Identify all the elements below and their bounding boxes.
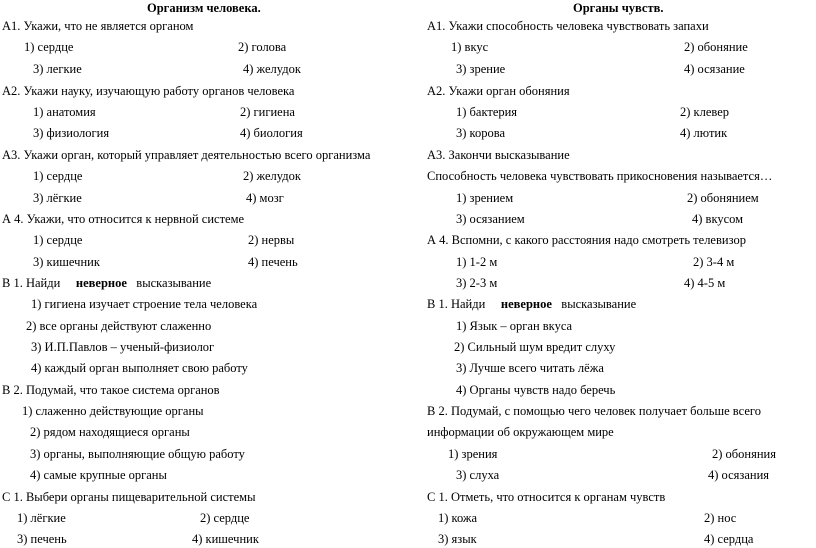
right-a3-question: А3. Закончи высказывание [427, 148, 570, 162]
right-title: Органы чувств. [573, 1, 664, 15]
right-a3-option-1: 1) зрением [456, 191, 514, 205]
left-a1-option-3: 3) легкие [33, 62, 82, 76]
left-b2-option-4: 4) самые крупные органы [30, 468, 167, 482]
right-a1-question: А1. Укажи способность человека чувствовать запахи [427, 19, 709, 33]
left-b1-question [2, 276, 211, 291]
left-a3-option-3: 3) лёгкие [33, 191, 82, 205]
left-b2-option-1: 1) слаженно действующие органы [22, 404, 204, 418]
left-b2-option-2: 2) рядом находящиеся органы [30, 425, 190, 439]
right-a4-question: А 4. Вспомни, с какого расстояния надо смотреть телевизор [427, 233, 746, 247]
left-a2-option-3: 3) физиология [33, 126, 110, 140]
right-a1-option-1: 1) вкус [451, 40, 489, 54]
right-b2-option-3: 3) слуха [456, 468, 500, 482]
right-a3-question-continued: Способность человека чувствовать прикосновения называется… [427, 169, 773, 183]
right-a4-option-3: 3) 2-3 м [456, 276, 498, 290]
right-b1-option-2: 2) Сильный шум вредит слуху [454, 340, 616, 354]
left-a3-question: А3. Укажи орган, который управляет деятельностью всего организма [2, 148, 371, 162]
right-c1-option-1: 1) кожа [438, 511, 478, 525]
left-c1-option-1: 1) лёгкие [17, 511, 66, 525]
right-a2-question: А2. Укажи орган обоняния [427, 84, 570, 98]
right-a4-option-2: 2) 3-4 м [693, 255, 735, 269]
right-b2-question: В 2. Подумай, с помощью чего человек получает больше всего [427, 404, 761, 418]
right-a2-option-4: 4) лютик [680, 126, 728, 140]
left-b1-option-1: 1) гигиена изучает строение тела человека [31, 297, 258, 311]
right-b2-option-2: 2) обоняния [712, 447, 776, 461]
left-c1-option-3: 3) печень [17, 532, 67, 546]
right-b1-question-pre: В 1. Найди [427, 297, 486, 311]
left-a4-option-1: 1) сердце [33, 233, 83, 247]
right-a2-option-3: 3) корова [456, 126, 506, 140]
right-c1-option-2: 2) нос [704, 511, 737, 525]
left-b2-question: В 2. Подумай, что такое система органов [2, 383, 220, 397]
left-b1-option-2: 2) все органы действуют слаженно [26, 319, 212, 333]
left-a4-question: А 4. Укажи, что относится к нервной системе [2, 212, 245, 226]
left-a2-option-4: 4) биология [240, 126, 303, 140]
left-a1-option-1: 1) сердце [24, 40, 74, 54]
left-title: Организм человека. [147, 1, 261, 15]
right-b1-question-post: высказывание [561, 297, 637, 311]
right-c1-question: С 1. Отметь, что относится к органам чувств [427, 490, 666, 504]
left-a2-option-1: 1) анатомия [33, 105, 96, 119]
left-c1-option-4: 4) кишечник [192, 532, 259, 546]
left-a2-question: А2. Укажи науку, изучающую работу органов человека [2, 84, 295, 98]
right-a4-option-1: 1) 1-2 м [456, 255, 498, 269]
left-a2-option-2: 2) гигиена [240, 105, 295, 119]
left-a1-option-4: 4) желудок [243, 62, 301, 76]
left-a4-option-2: 2) нервы [248, 233, 295, 247]
right-b2-question-continued: информации об окружающем мире [427, 425, 614, 439]
left-a3-option-2: 2) желудок [243, 169, 301, 183]
right-b1-question [427, 297, 636, 312]
right-c1-option-3: 3) язык [438, 532, 477, 546]
left-a1-option-2: 2) голова [238, 40, 287, 54]
right-a3-option-4: 4) вкусом [692, 212, 744, 226]
right-a2-option-2: 2) клевер [680, 105, 730, 119]
left-b1-question-post: высказывание [136, 276, 212, 290]
right-b1-question-keyword: неверное [500, 297, 552, 311]
left-b1-option-3: 3) И.П.Павлов – ученый-физиолог [31, 340, 215, 354]
right-b2-option-1: 1) зрения [448, 447, 498, 461]
right-a3-option-3: 3) осязанием [456, 212, 525, 226]
right-a1-option-3: 3) зрение [456, 62, 506, 76]
left-b1-option-4: 4) каждый орган выполняет свою работу [31, 361, 248, 375]
left-a4-option-3: 3) кишечник [33, 255, 100, 269]
right-b2-option-4: 4) осязания [708, 468, 770, 482]
right-b1-option-1: 1) Язык – орган вкуса [456, 319, 573, 333]
left-b1-question-keyword: неверное [75, 276, 127, 290]
left-a4-option-4: 4) печень [248, 255, 298, 269]
right-b1-option-4: 4) Органы чувств надо беречь [456, 383, 616, 397]
right-a4-option-4: 4) 4-5 м [684, 276, 726, 290]
right-c1-option-4: 4) сердца [704, 532, 754, 546]
left-a3-option-4: 4) мозг [246, 191, 284, 205]
right-b1-option-3: 3) Лучше всего читать лёжа [456, 361, 604, 375]
left-a1-question: А1. Укажи, что не является органом [2, 19, 194, 33]
right-a1-option-4: 4) осязание [684, 62, 745, 76]
left-c1-question: С 1. Выбери органы пищеварительной системы [2, 490, 256, 504]
left-b1-question-pre: В 1. Найди [2, 276, 61, 290]
right-a2-option-1: 1) бактерия [456, 105, 518, 119]
right-a1-option-2: 2) обоняние [684, 40, 748, 54]
right-a3-option-2: 2) обонянием [687, 191, 759, 205]
left-c1-option-2: 2) сердце [200, 511, 250, 525]
left-a3-option-1: 1) сердце [33, 169, 83, 183]
left-b2-option-3: 3) органы, выполняющие общую работу [30, 447, 245, 461]
